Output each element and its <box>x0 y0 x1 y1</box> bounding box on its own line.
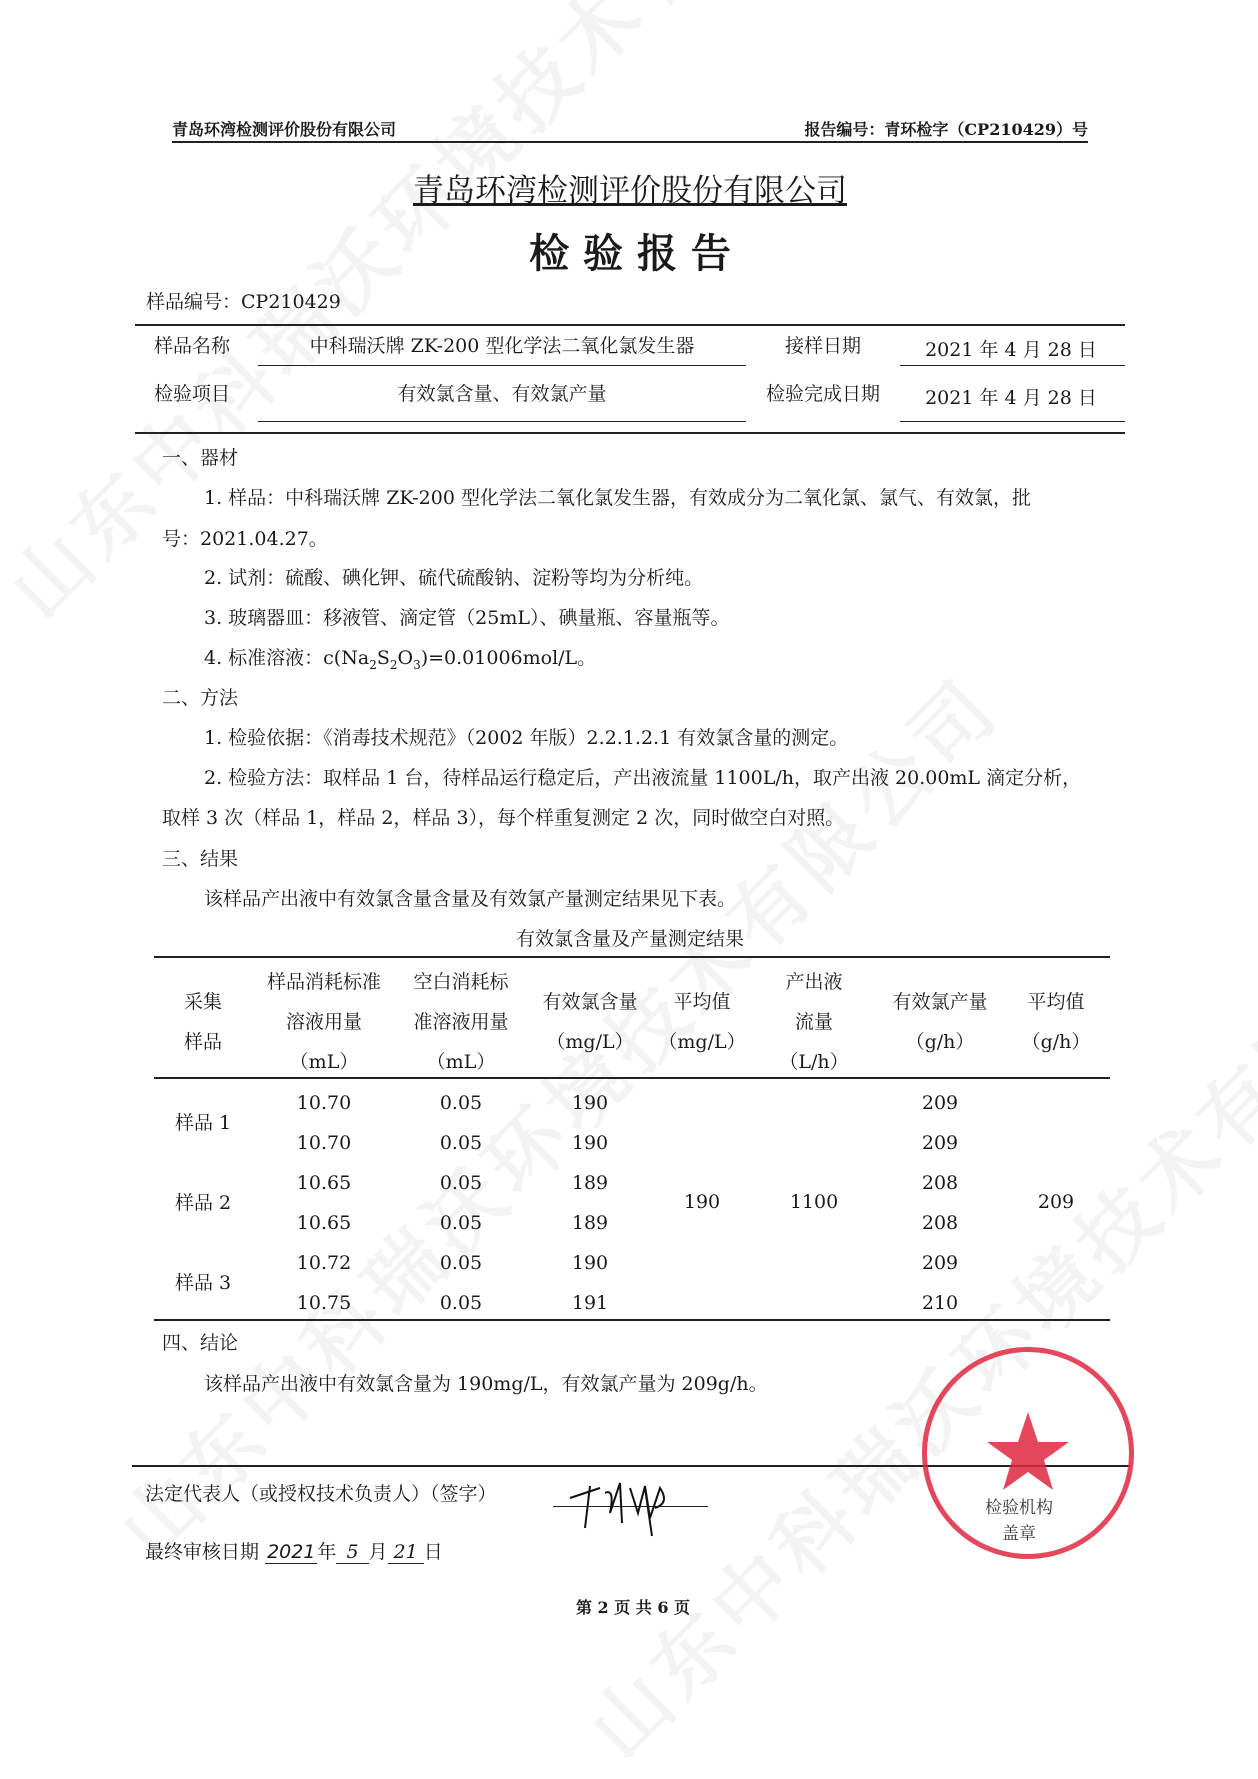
table-top-rule <box>154 956 1110 958</box>
table-cell: 209 <box>921 1252 959 1274</box>
table-cell: 0.05 <box>439 1252 483 1274</box>
representative-label: 法定代表人（或授权技术负责人）（签字） <box>145 1483 497 1505</box>
table-cell: 209 <box>921 1092 959 1114</box>
column-header: 平均值 <box>1027 991 1085 1013</box>
underline <box>258 421 746 422</box>
unit: 年 <box>317 1541 337 1563</box>
subscript: 2 <box>369 657 377 672</box>
review-date <box>145 1543 443 1562</box>
table-cell: 0.05 <box>439 1212 483 1234</box>
test-item-value: 有效氯含量、有效氯产量 <box>397 383 607 405</box>
watermark <box>0 0 911 639</box>
table-cell: 0.05 <box>439 1292 483 1314</box>
subscript: 3 <box>413 657 421 672</box>
table-cell: 190 <box>571 1092 609 1114</box>
header-rule <box>172 141 1088 143</box>
handwritten-month: 5 <box>336 1541 368 1564</box>
column-header: 准溶液用量 <box>413 1011 509 1033</box>
table-cell: 0.05 <box>439 1092 483 1114</box>
table-cell: 191 <box>571 1292 609 1314</box>
sample-label-cell: 样品 3 <box>175 1272 232 1294</box>
section-heading: 二、方法 <box>162 687 239 709</box>
underline <box>258 365 746 366</box>
conclusion-text: 该样品产出液中有效氯含量为 190mg/L，有效氯产量为 209g/h。 <box>204 1373 768 1395</box>
column-header: （g/h） <box>1021 1031 1091 1053</box>
body-line: 该样品产出液中有效氯含量含量及有效氯产量测定结果见下表。 <box>204 888 737 910</box>
header-company: 青岛环湾检测评价股份有限公司 <box>172 120 397 139</box>
table-cell: 190 <box>571 1252 609 1274</box>
table-cell: 189 <box>571 1172 609 1194</box>
table-title: 有效氯含量及产量测定结果 <box>515 928 745 950</box>
body-line: 号：2021.04.27。 <box>162 528 328 550</box>
test-item-label: 检验项目 <box>154 383 231 405</box>
body-line: 1. 样品：中科瑞沃牌 ZK-200 型化学法二氧化氯发生器，有效成分为二氧化氯、氯气、有效氯，批 <box>204 487 1031 509</box>
text: O <box>397 647 414 669</box>
column-header: 样品消耗标准 <box>266 971 382 993</box>
body-line: 3. 玻璃器皿：移液管、滴定管（25mL）、碘量瓶、容量瓶等。 <box>204 607 730 629</box>
page-footer: 第 2 页 共 6 页 <box>575 1598 691 1617</box>
flow-cell: 1100 <box>789 1191 839 1213</box>
column-header: （mL） <box>289 1051 359 1073</box>
body-line: 取样 3 次（样品 1，样品 2，样品 3），每个样重复测定 2 次，同时做空白对照。 <box>162 807 845 829</box>
column-header: （mL） <box>426 1051 496 1073</box>
date-label: 最终审核日期 <box>145 1541 260 1563</box>
table-cell: 208 <box>921 1212 959 1234</box>
column-header: 样品 <box>183 1031 223 1053</box>
table-cell: 10.70 <box>296 1132 352 1154</box>
table-cell: 189 <box>571 1212 609 1234</box>
stamp-label: 盖章 <box>1002 1524 1036 1544</box>
text: 4. 标准溶液：c(Na <box>204 647 370 669</box>
column-header: 空白消耗标 <box>413 971 509 993</box>
avg-output-cell: 209 <box>1037 1191 1075 1213</box>
text: )=0.01006mol/L。 <box>420 647 597 669</box>
body-line: 1. 检验依据：《消毒技术规范》（2002 年版）2.2.1.2.1 有效氯含量的测定。 <box>204 727 849 749</box>
handwritten-day: 21 <box>388 1541 424 1564</box>
column-header: （mg/L） <box>546 1031 634 1053</box>
info-top-rule <box>135 324 1125 326</box>
subscript: 2 <box>389 657 398 672</box>
section-heading: 一、器材 <box>162 447 239 469</box>
column-header: （g/h） <box>905 1031 975 1053</box>
column-header: 有效氯含量 <box>542 991 638 1013</box>
table-cell: 208 <box>921 1172 959 1194</box>
body-line: 2. 检验方法：取样品 1 台，待样品运行稳定后，产出液流量 1100L/h，取产出液 20.00mL 滴定分析， <box>204 767 1082 789</box>
table-bottom-rule <box>154 1319 1110 1321</box>
unit: 月 <box>368 1541 388 1563</box>
column-header: 采集 <box>183 991 223 1013</box>
table-cell: 10.75 <box>296 1292 352 1314</box>
unit: 日 <box>423 1541 443 1563</box>
section-heading: 四、结论 <box>162 1332 239 1354</box>
table-cell: 0.05 <box>439 1172 483 1194</box>
receive-date-label: 接样日期 <box>784 335 862 357</box>
table-cell: 10.65 <box>296 1172 352 1194</box>
complete-date-label: 检验完成日期 <box>765 383 881 405</box>
company-title: 青岛环湾检测评价股份有限公司 <box>413 173 847 209</box>
table-cell: 10.72 <box>296 1252 352 1274</box>
section-heading: 三、结果 <box>162 848 239 870</box>
avg-content-cell: 190 <box>683 1191 721 1213</box>
sample-number: 样品编号：CP210429 <box>146 291 341 313</box>
sample-label-cell: 样品 1 <box>175 1112 232 1134</box>
column-header: 流量 <box>794 1011 834 1033</box>
complete-date-value: 2021 年 4 月 28 日 <box>925 387 1097 409</box>
stamp-label: 检验机构 <box>985 1498 1053 1518</box>
text: S <box>376 647 390 669</box>
underline <box>900 365 1125 366</box>
signature <box>560 1458 700 1538</box>
formula-line <box>204 649 596 671</box>
info-bottom-rule <box>135 432 1125 434</box>
table-cell: 210 <box>921 1292 959 1314</box>
sample-name-label: 样品名称 <box>154 335 231 357</box>
column-header: 平均值 <box>673 991 731 1013</box>
table-cell: 0.05 <box>439 1132 483 1154</box>
sample-name-value: 中科瑞沃牌 ZK-200 型化学法二氧化氯发生器 <box>309 335 695 357</box>
column-header: （mg/L） <box>658 1031 746 1053</box>
handwritten-year: 2021 <box>267 1541 316 1563</box>
header-report-no: 报告编号：青环检字（CP210429）号 <box>804 120 1088 139</box>
body-line: 2. 试剂：硫酸、碘化钾、硫代硫酸钠、淀粉等均为分析纯。 <box>204 567 704 589</box>
column-header: 产出液 <box>785 971 843 993</box>
column-header: 溶液用量 <box>285 1011 363 1033</box>
sample-label-cell: 样品 2 <box>175 1192 232 1214</box>
column-header: （L/h） <box>779 1051 849 1073</box>
table-cell: 209 <box>921 1132 959 1154</box>
table-cell: 10.70 <box>296 1092 352 1114</box>
column-header: 有效氯产量 <box>892 991 988 1013</box>
table-cell: 10.65 <box>296 1212 352 1234</box>
report-title: 检 验 报 告 <box>529 231 731 277</box>
underline <box>900 421 1125 422</box>
table-header-rule <box>154 1077 1110 1079</box>
table-cell: 190 <box>571 1132 609 1154</box>
receive-date-value: 2021 年 4 月 28 日 <box>925 339 1097 361</box>
